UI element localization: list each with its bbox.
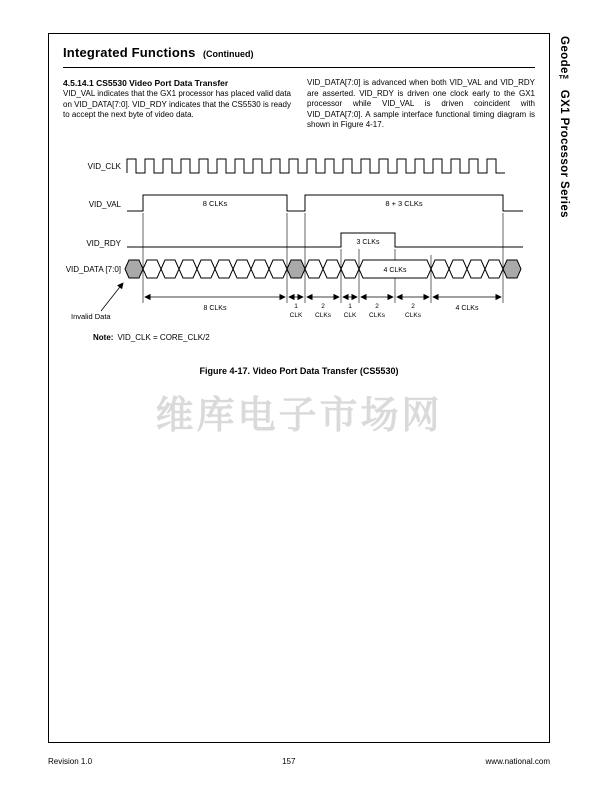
signal-label-vid-rdy: VID_RDY — [86, 238, 121, 248]
dim-8clks-label: 8 CLKs — [203, 304, 227, 312]
invalid-data-arrow — [101, 283, 123, 311]
signal-label-vid-data: VID_DATA [7:0] — [65, 264, 121, 274]
timing-diagram — [65, 147, 537, 329]
header-title: Integrated Functions — [63, 45, 196, 60]
rdy-waveform — [127, 233, 523, 247]
page-header — [63, 44, 535, 62]
dim-2clks-top: 2 — [321, 302, 325, 310]
dim-1clk-top: 1 — [294, 302, 298, 310]
sidebar-series-title: Geode™ GX1 Processor Series — [558, 36, 570, 218]
note-text: VID_CLK = CORE_CLK/2 — [117, 332, 210, 342]
invalid-data-label: Invalid Data — [71, 311, 111, 321]
footer-website: www.national.com — [485, 757, 550, 766]
data-wide-label: 4 CLKs — [383, 266, 407, 274]
watermark: 维库电子市场网 — [155, 395, 443, 437]
content-box — [48, 33, 550, 743]
dim-2clks3-bot: CLKs — [405, 311, 421, 319]
header-divider — [63, 67, 535, 68]
val-high2-label: 8 + 3 CLKs — [385, 198, 423, 208]
dim-2clks3-top: 2 — [411, 302, 415, 310]
guide-lines — [143, 213, 503, 303]
footer-revision: Revision 1.0 — [48, 757, 93, 766]
footer-page-number: 157 — [282, 757, 296, 766]
dim-2clks-bot: CLKs — [315, 311, 331, 319]
dim-1clk-bot: CLK — [289, 311, 303, 319]
dim-2clks2-top: 2 — [375, 302, 379, 310]
invalid-data-hexagon — [287, 260, 305, 278]
dim-2clks2-bot: CLKs — [369, 311, 385, 319]
val-high1-label: 8 CLKs — [202, 198, 228, 208]
section-heading: 4.5.14.1 CS5530 Video Port Data Transfer — [63, 78, 229, 88]
invalid-data-hexagon — [503, 260, 521, 278]
figure-caption: Figure 4-17. Video Port Data Transfer (CS5530) — [199, 365, 399, 376]
rdy-pulse-label: 3 CLKs — [356, 238, 380, 246]
header-continued: (Continued) — [203, 49, 254, 59]
left-paragraph: VID_VAL indicates that the GX1 processor has placed valid data on VID_DATA[7:0]. VID_RDY indicates that the CS5530 is ready to accept the next byte of video data. — [63, 89, 291, 120]
data-hexagons — [125, 260, 521, 278]
dim-1clk2-top: 1 — [348, 302, 352, 310]
dim-1clk2-bot: CLK — [343, 311, 357, 319]
signal-label-vid-clk: VID_CLK — [87, 161, 121, 171]
left-column — [63, 78, 291, 131]
note-label: Note: — [93, 332, 114, 342]
val-waveform — [127, 195, 523, 211]
page-footer — [48, 757, 550, 766]
signal-label-vid-val: VID_VAL — [88, 199, 121, 209]
clk-waveform — [127, 159, 505, 173]
dim-4clks-label: 4 CLKs — [455, 304, 479, 312]
body-columns — [63, 78, 535, 131]
note — [93, 333, 535, 342]
right-column — [307, 78, 535, 131]
invalid-data-hexagon — [125, 260, 143, 278]
right-paragraph: VID_DATA[7:0] is advanced when both VID_VAL and VID_RDY are asserted. VID_RDY is driven one clock early to the GX1 processor while VID_VAL is driven coincident with VID_DATA[7:0]. A sample interface functional timing diagram is shown in Figure 4-17. — [307, 78, 535, 130]
